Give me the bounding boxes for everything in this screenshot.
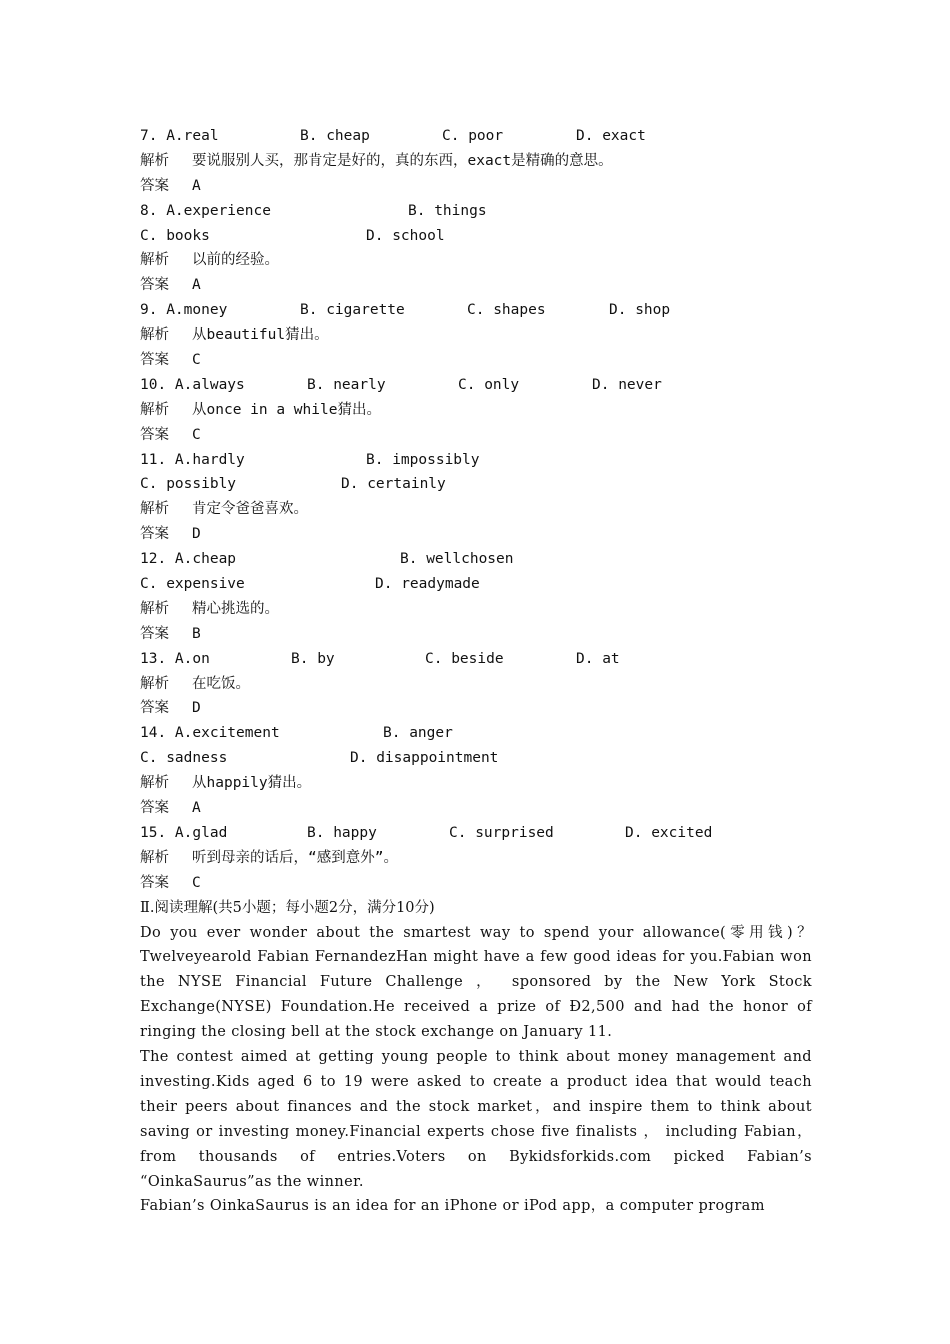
question-7-analysis xyxy=(140,149,812,174)
option-b: B. by xyxy=(291,650,335,667)
analysis-label: 解析 xyxy=(140,501,169,518)
analysis-label: 解析 xyxy=(140,775,169,792)
question-8-answer xyxy=(140,273,812,298)
reading-paragraph-3: Fabian’s OinkaSaurus is an idea for an iPhone or iPod app，a computer program xyxy=(140,1198,765,1215)
question-7-answer xyxy=(140,174,812,199)
answer-text: C xyxy=(192,426,201,443)
document-page xyxy=(140,124,812,1219)
option-c: C. only xyxy=(458,376,520,393)
option-d: D. certainly xyxy=(341,476,446,493)
option-c: C. beside xyxy=(425,650,504,667)
question-10-analysis xyxy=(140,398,812,423)
answer-label: 答案 xyxy=(140,625,169,642)
question-8-analysis xyxy=(140,248,812,273)
option-a: 15. A.glad xyxy=(140,824,228,841)
answer-text: A xyxy=(192,277,201,294)
question-10-answer xyxy=(140,423,812,448)
question-11-analysis xyxy=(140,497,812,522)
section-heading: Ⅱ.阅读理解(共5小题；每小题2分，满分10分) xyxy=(140,899,435,916)
question-9-analysis xyxy=(140,323,812,348)
option-a: 13. A.on xyxy=(140,650,210,667)
option-b: B. nearly xyxy=(307,376,386,393)
option-b: B. happy xyxy=(307,824,377,841)
option-a: 8. A.experience xyxy=(140,202,271,219)
answer-label: 答案 xyxy=(140,874,169,891)
option-c: C. expensive xyxy=(140,576,245,593)
option-c: C. poor xyxy=(442,128,504,144)
analysis-text: 在吃饭。 xyxy=(192,675,250,692)
question-11-options xyxy=(140,448,812,473)
analysis-label: 解析 xyxy=(140,327,169,344)
option-d: D. exact xyxy=(576,128,646,144)
answer-text: C xyxy=(192,874,201,891)
option-a: 7. A.real xyxy=(140,128,219,144)
option-c: C. surprised xyxy=(449,824,554,841)
question-10-options xyxy=(140,373,812,398)
analysis-label: 解析 xyxy=(140,600,169,617)
question-15-options xyxy=(140,821,812,846)
answer-text: C xyxy=(192,352,201,369)
question-9-options xyxy=(140,298,812,323)
analysis-label: 解析 xyxy=(140,675,169,692)
option-b: B. cheap xyxy=(300,128,370,144)
question-11-answer xyxy=(140,522,812,547)
question-8-options-row2 xyxy=(140,224,812,249)
option-d: D. school xyxy=(366,227,445,244)
analysis-text: 从happily猜出。 xyxy=(192,775,312,792)
question-11-options-row2 xyxy=(140,472,812,497)
answer-text: D xyxy=(192,526,201,543)
question-12-options-row2 xyxy=(140,572,812,597)
option-d: D. shop xyxy=(609,302,671,319)
answer-label: 答案 xyxy=(140,800,169,817)
analysis-text: 从once in a while猜出。 xyxy=(192,401,381,418)
question-14-options-row2 xyxy=(140,746,812,771)
analysis-text: 从beautiful猜出。 xyxy=(192,327,329,344)
question-9-answer xyxy=(140,348,812,373)
option-a: 9. A.money xyxy=(140,302,228,319)
option-d: D. readymade xyxy=(375,576,480,593)
analysis-text: 要说服别人买，那肯定是好的，真的东西，exact是精确的意思。 xyxy=(192,152,613,169)
option-c: C. shapes xyxy=(467,302,546,319)
answer-label: 答案 xyxy=(140,526,169,543)
question-15-answer xyxy=(140,871,812,896)
analysis-text: 以前的经验。 xyxy=(192,252,279,269)
option-a: 12. A.cheap xyxy=(140,551,237,568)
reading-paragraph-2: The contest aimed at getting young people to think about money management and investing.Kids aged 6 to 19 were asked to create a product idea that would teach their peers about finances and the stock market，and inspire them to think about saving or investing money.Financial experts chose five finalists ， including Fabian， from thousands of entries.Voters on Bykidsforkids.com picked Fabian’s “OinkaSaurus”as the winner. xyxy=(140,1049,812,1190)
answer-text: B xyxy=(192,625,201,642)
option-b: B. cigarette xyxy=(300,302,405,319)
answer-label: 答案 xyxy=(140,177,169,194)
option-a: 14. A.excitement xyxy=(140,725,280,742)
question-14-analysis xyxy=(140,771,812,796)
answer-text: A xyxy=(192,177,201,194)
answer-label: 答案 xyxy=(140,700,169,717)
analysis-label: 解析 xyxy=(140,401,169,418)
answer-label: 答案 xyxy=(140,277,169,294)
question-14-answer xyxy=(140,796,812,821)
option-c: C. possibly xyxy=(140,476,237,493)
option-b: B. things xyxy=(408,202,487,219)
option-a: 10. A.always xyxy=(140,376,245,393)
analysis-text: 听到母亲的话后，“感到意外”。 xyxy=(192,849,398,866)
reading-paragraph-1: Do you ever wonder about the smartest way to spend your allowance(零用钱)？Twelveyearold Fabian FernandezHan might have a few good ideas for you.Fabian won the NYSE Financial Future Challenge ， sponsored by the New York Stock Exchange(NYSE) Foundation.He received a prize of Đ2,500 and had the honor of ringing the closing bell at the stock exchange on January 11. xyxy=(140,924,812,1041)
option-a: 11. A.hardly xyxy=(140,451,245,468)
answer-text: D xyxy=(192,700,201,717)
question-13-options xyxy=(140,647,812,672)
answer-label: 答案 xyxy=(140,352,169,369)
answer-label: 答案 xyxy=(140,426,169,443)
option-c: C. books xyxy=(140,227,210,244)
question-15-analysis xyxy=(140,846,812,871)
analysis-text: 肯定令爸爸喜欢。 xyxy=(192,501,308,518)
option-b: B. impossibly xyxy=(366,451,480,468)
question-7-options xyxy=(140,124,812,149)
answer-text: A xyxy=(192,800,201,817)
option-b: B. anger xyxy=(383,725,453,742)
question-12-options xyxy=(140,547,812,572)
analysis-label: 解析 xyxy=(140,152,169,169)
question-8-options xyxy=(140,199,812,224)
option-d: D. disappointment xyxy=(350,750,499,767)
question-12-answer xyxy=(140,622,812,647)
option-d: D. excited xyxy=(625,824,713,841)
question-14-options xyxy=(140,721,812,746)
analysis-text: 精心挑选的。 xyxy=(192,600,279,617)
analysis-label: 解析 xyxy=(140,849,169,866)
question-13-analysis xyxy=(140,672,812,697)
option-d: D. never xyxy=(592,376,662,393)
option-c: C. sadness xyxy=(140,750,228,767)
analysis-label: 解析 xyxy=(140,252,169,269)
question-12-analysis xyxy=(140,597,812,622)
option-d: D. at xyxy=(576,650,620,667)
option-b: B. wellchosen xyxy=(400,551,514,568)
question-13-answer xyxy=(140,696,812,721)
